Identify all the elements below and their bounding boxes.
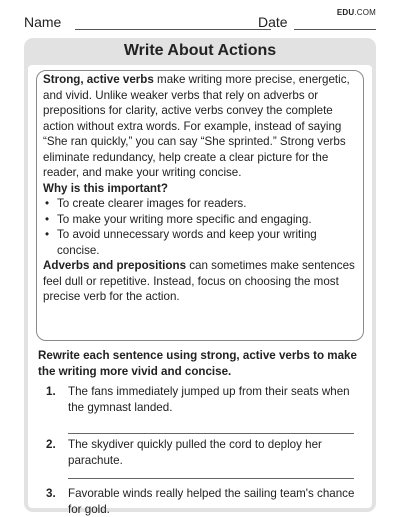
- question-text: Favorable winds really helped the sailing team's chance for gold.: [68, 487, 355, 516]
- date-input-line[interactable]: [294, 29, 376, 30]
- bullet-text: To create clearer images for readers.: [57, 197, 247, 210]
- list-item: [43, 196, 357, 212]
- bullet-text: To make your writing more specific and engaging.: [57, 212, 312, 226]
- outro-text: can sometimes make sentences feel dull or repetitive. Instead, focus on choosing the most precise verb for the action.: [43, 259, 355, 303]
- bullet-icon: •: [45, 197, 50, 210]
- worksheet-header: [24, 8, 376, 34]
- name-input-line[interactable]: [75, 29, 271, 30]
- name-label: Name: [24, 14, 62, 30]
- intro-paragraph: [43, 72, 357, 181]
- question-text: The skydiver quickly pulled the cord to deploy her parachute.: [68, 438, 322, 467]
- intro-bold: Strong, active verbs: [43, 73, 154, 86]
- answer-line[interactable]: [68, 478, 354, 479]
- bullet-icon: •: [45, 212, 50, 226]
- question-number: 3.: [46, 487, 56, 500]
- date-label: Date: [258, 14, 288, 30]
- answer-line[interactable]: [68, 433, 354, 434]
- worksheet-body: [28, 65, 372, 516]
- info-box: [36, 70, 364, 341]
- question-number: 1.: [46, 385, 56, 398]
- question-number: 2.: [46, 438, 56, 451]
- list-item: [43, 227, 357, 258]
- question-text: The fans immediately jumped up from their seats when the gymnast landed.: [68, 385, 350, 414]
- outro-paragraph: [43, 258, 357, 305]
- logo-suffix: .COM: [354, 8, 376, 17]
- instructions: Rewrite each sentence using strong, active verbs to make the writing more vivid and concise.: [38, 349, 357, 378]
- worksheet-card: [24, 38, 376, 516]
- bullet-icon: •: [45, 228, 50, 241]
- outro-bold: Adverbs and prepositions: [43, 259, 187, 272]
- worksheet-title: Write About Actions: [123, 42, 277, 59]
- logo-main: EDU: [336, 8, 355, 17]
- reasons-list: [43, 196, 357, 258]
- why-heading: Why is this important?: [43, 181, 168, 195]
- bullet-text: To avoid unnecessary words and keep your writing concise.: [57, 228, 317, 257]
- list-item: [43, 212, 357, 228]
- brand-logo: [337, 8, 376, 17]
- intro-text: make writing more precise, energetic, and vivid. Unlike weaker verbs that rely on adverbs or prepositions for clarity, active verbs convey the complete action without extra words. For example, instead of saying “She ran quickly,” you can say “She sprinted.” Strong verbs eliminate redundancy, help create a clear picture for the reader, and make your writing concise.: [43, 73, 350, 179]
